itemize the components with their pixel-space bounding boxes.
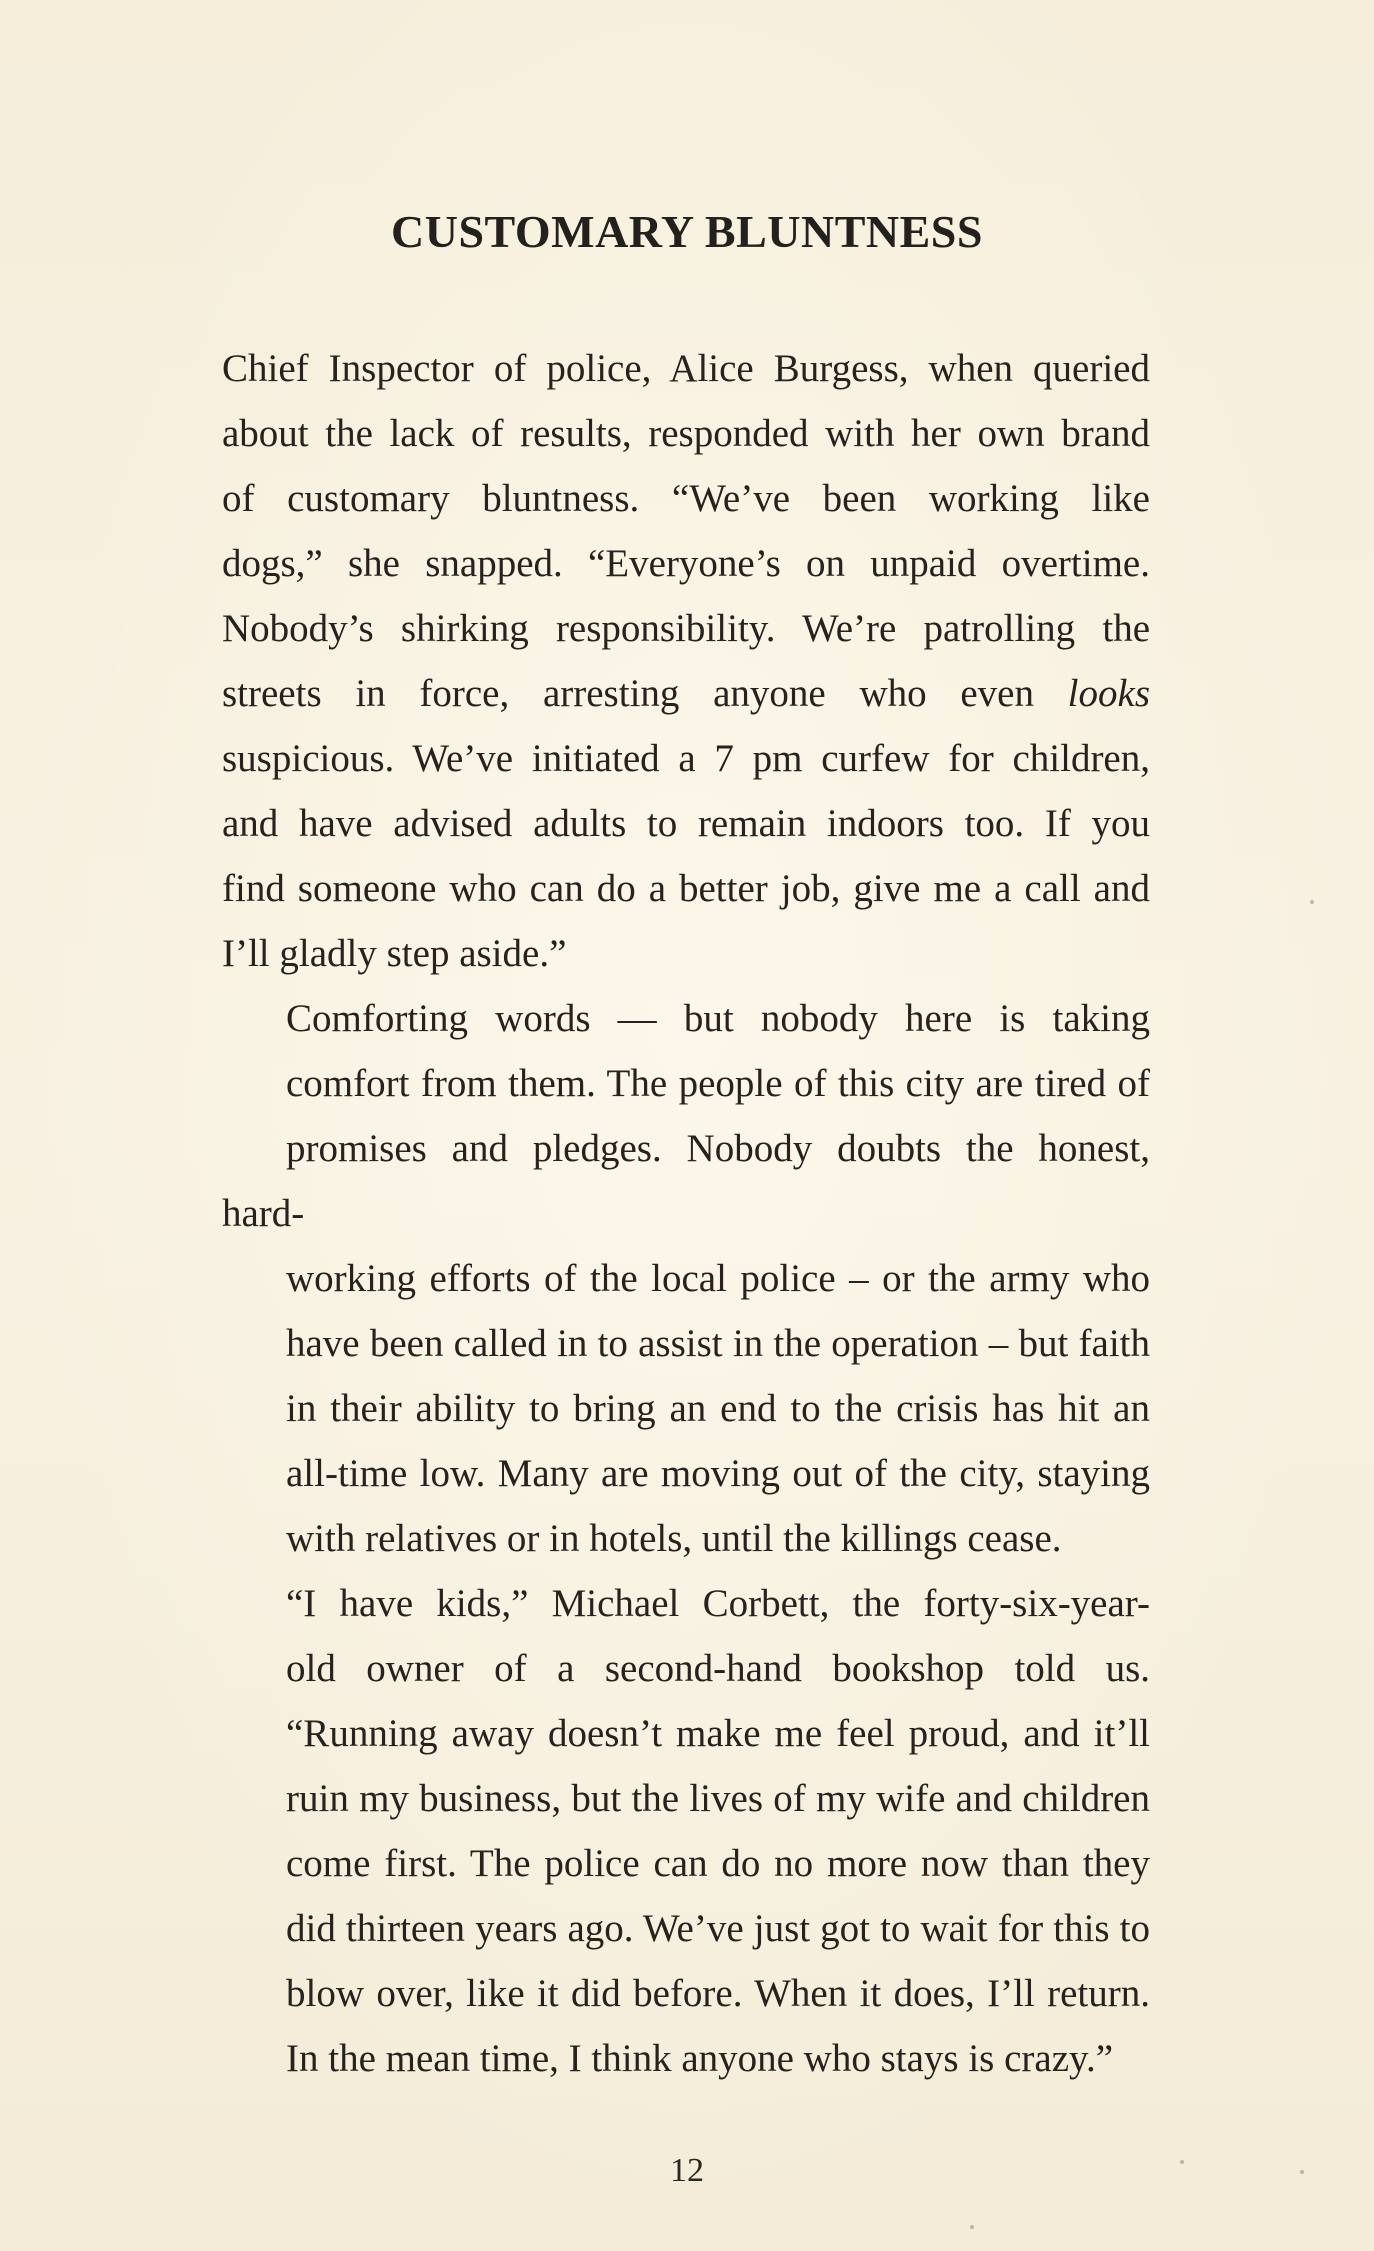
text-line: working efforts of the local police – or the army who bbox=[286, 1257, 1150, 1300]
paper-speck bbox=[970, 2225, 974, 2229]
text-line: Comforting words — but nobody here is taking bbox=[286, 997, 1150, 1040]
paragraph-2 bbox=[222, 986, 1150, 1571]
text-line: of customary bluntness. “We’ve been working like bbox=[222, 477, 1150, 520]
text-line: with relatives or in hotels, until the killings cease. bbox=[286, 1517, 1062, 1560]
page-number: 12 bbox=[670, 2152, 704, 2189]
chapter-title: CUSTOMARY BLUNTNESS bbox=[391, 206, 983, 257]
text-line-italic-word: streets in force, arresting anyone who even looks bbox=[222, 672, 1150, 715]
emphasis-word: looks bbox=[1067, 672, 1150, 715]
paper-speck bbox=[1180, 2160, 1184, 2164]
text-line: about the lack of results, responded with her own brand bbox=[222, 412, 1150, 455]
text-line: dogs,” she snapped. “Everyone’s on unpaid overtime. bbox=[222, 542, 1150, 585]
text-line: Chief Inspector of police, Alice Burgess, when queried bbox=[222, 347, 1150, 390]
text-line: in their ability to bring an end to the crisis has hit an bbox=[286, 1387, 1150, 1430]
text-line: In the mean time, I think anyone who stays is crazy.” bbox=[286, 2037, 1114, 2080]
text-line: “I have kids,” Michael Corbett, the forty-six-year- bbox=[286, 1582, 1150, 1625]
text-line: blow over, like it did before. When it does, I’ll return. bbox=[286, 1972, 1150, 2015]
text-line: comfort from them. The people of this city are tired of bbox=[286, 1062, 1150, 1105]
text-line: ruin my business, but the lives of my wife and children bbox=[286, 1777, 1150, 1820]
text-line: and have advised adults to remain indoors too. If you bbox=[222, 802, 1150, 845]
paper-speck bbox=[1310, 900, 1314, 904]
text-line: promises and pledges. Nobody doubts the honest, hard- bbox=[222, 1127, 1150, 1235]
text-line: did thirteen years ago. We’ve just got to wait for this to bbox=[286, 1907, 1150, 1950]
body-text bbox=[222, 336, 1150, 2091]
paper-speck bbox=[1300, 2170, 1304, 2174]
text-line: find someone who can do a better job, give me a call and bbox=[222, 867, 1150, 910]
text-line: old owner of a second-hand bookshop told us. bbox=[286, 1647, 1150, 1690]
text-line: all-time low. Many are moving out of the city, staying bbox=[286, 1452, 1150, 1495]
paragraph-1 bbox=[222, 336, 1150, 986]
text-line: come first. The police can do no more now than they bbox=[286, 1842, 1150, 1885]
text-line: I’ll gladly step aside.” bbox=[222, 932, 567, 975]
text-line: “Running away doesn’t make me feel proud, and it’ll bbox=[286, 1712, 1150, 1755]
text-line: suspicious. We’ve initiated a 7 pm curfew for children, bbox=[222, 737, 1150, 780]
text-line: have been called in to assist in the operation – but faith bbox=[286, 1322, 1150, 1365]
paragraph-3 bbox=[222, 1571, 1150, 2091]
text-line: Nobody’s shirking responsibility. We’re patrolling the bbox=[222, 607, 1150, 650]
